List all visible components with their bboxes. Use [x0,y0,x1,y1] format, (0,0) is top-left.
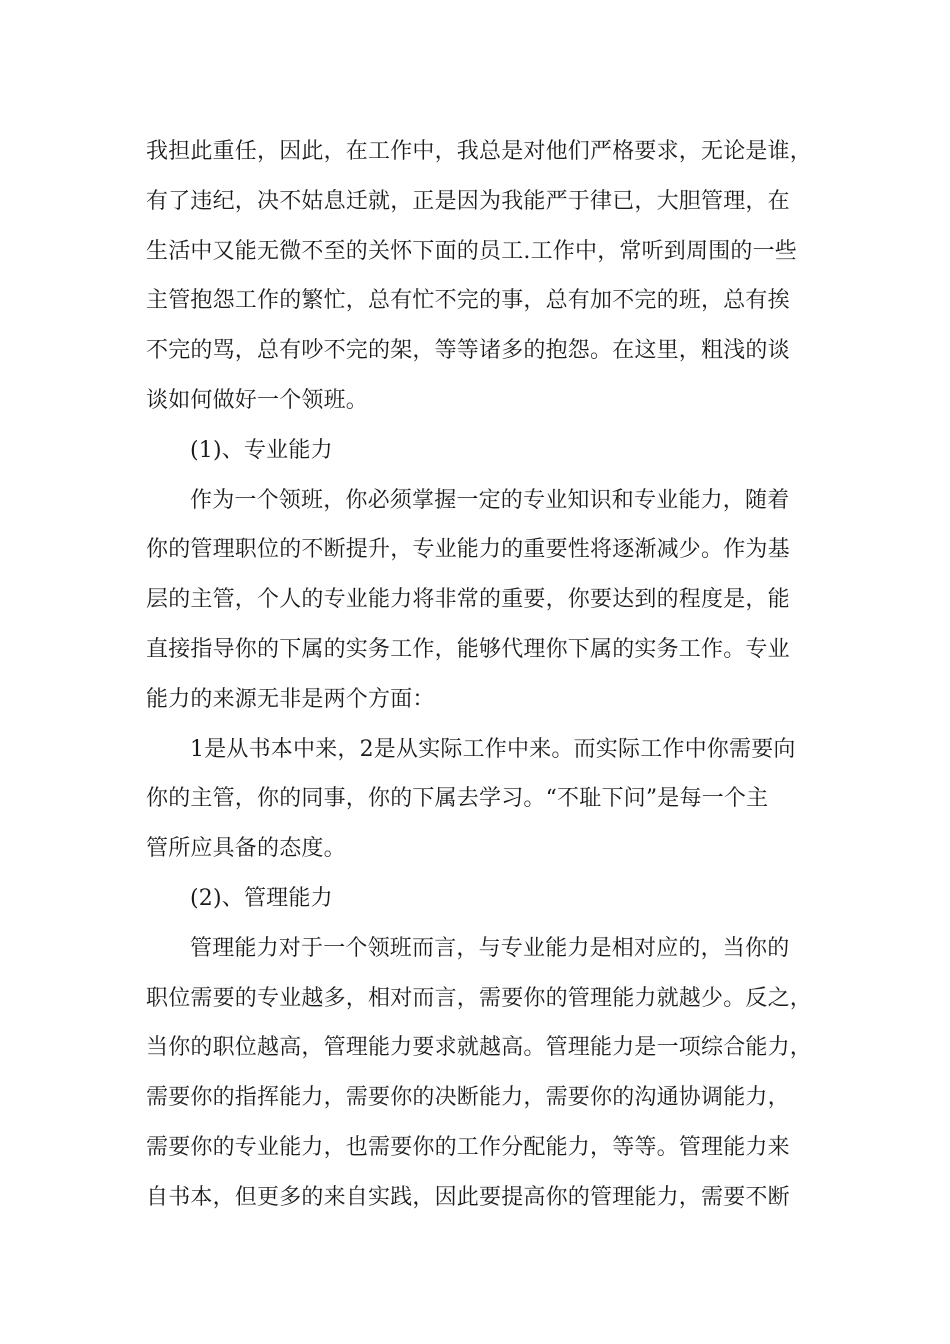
text-line: 需要你的指挥能力，需要你的决断能力，需要你的沟通协调能力， [146,1085,790,1111]
text-line: 你的管理职位的不断提升，专业能力的重要性将逐渐减少。作为基 [146,537,790,563]
text-line: 当你的职位越高，管理能力要求就越高。管理能力是一项综合能力， [146,1035,813,1061]
text-line: 生活中又能无微不至的关怀下面的员工.工作中，常听到周围的一些 [146,238,797,264]
text-line: 需要你的专业能力，也需要你的工作分配能力，等等。管理能力来 [146,1134,790,1160]
text-line: 谈如何做好一个领班。 [146,387,369,413]
text-line: 有了违纪，决不姑息迁就，正是因为我能严于律已，大胆管理，在 [146,188,790,214]
text-line: 我担此重任，因此，在工作中，我总是对他们严格要求，无论是谁， [146,139,813,164]
text-line: 能力的来源无非是两个方面： [146,686,435,712]
text-line: (1)、专业能力 [190,437,333,463]
text-line: 1是从书本中来，2是从实际工作中来。而实际工作中你需要向 [190,736,796,762]
text-line: 管理能力对于一个领班而言，与专业能力是相对应的，当你的 [190,935,790,961]
text-line: 主管抱怨工作的繁忙，总有忙不完的事，总有加不完的班，总有挨 [146,288,790,314]
text-line: 作为一个领班，你必须掌握一定的专业知识和专业能力，随着 [190,487,790,513]
text-line: 层的主管，个人的专业能力将非常的重要，你要达到的程度是，能 [146,587,790,613]
text-line: 职位需要的专业越多，相对而言，需要你的管理能力就越少。反之， [146,985,813,1011]
text-line: 管所应具备的态度。 [146,836,346,862]
text-line: 你的主管，你的同事，你的下属去学习。“不耻下问”是每一个主 [146,786,769,812]
text-line: 直接指导你的下属的实务工作，能够代理你下属的实务工作。专业 [146,636,790,662]
body-text [146,127,826,1223]
text-line: (2)、管理能力 [190,885,333,911]
text-line: 自书本，但更多的来自实践，因此要提高你的管理能力，需要不断 [146,1184,790,1210]
text-line: 不完的骂，总有吵不完的架，等等诸多的抱怨。在这里，粗浅的谈 [146,338,790,364]
